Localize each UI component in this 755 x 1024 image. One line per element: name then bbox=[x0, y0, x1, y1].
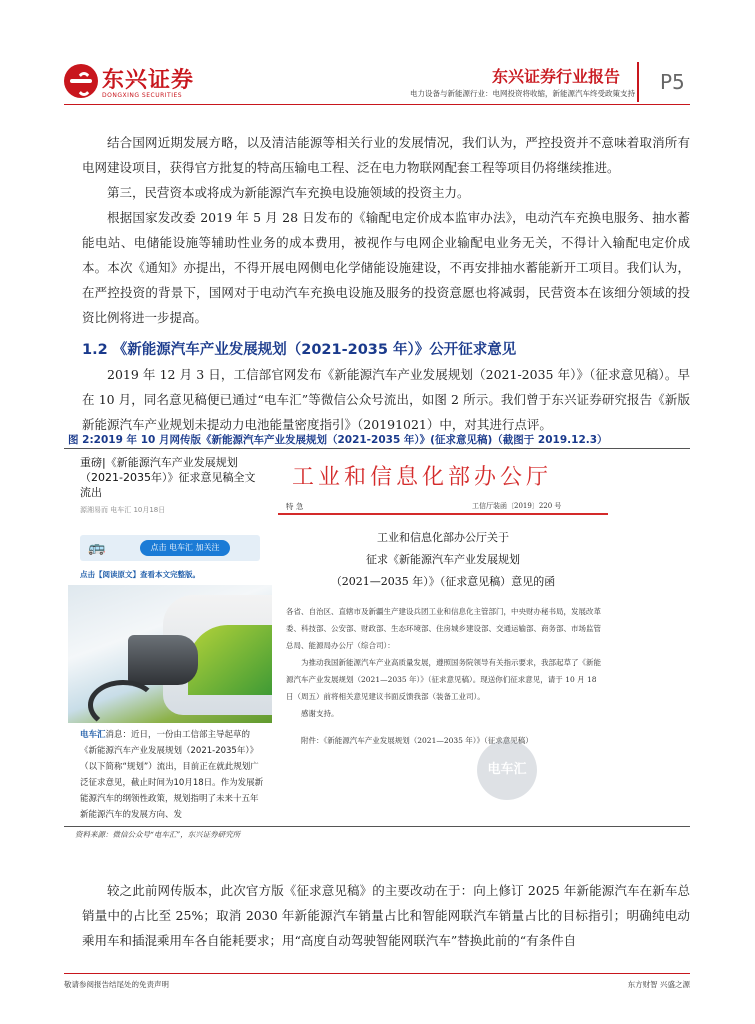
footer-rule bbox=[64, 973, 690, 974]
charging-photo bbox=[68, 585, 273, 723]
paragraph: 第三，民营资本或将成为新能源汽车充换电设施领域的投资主力。 bbox=[107, 185, 470, 200]
section-title: 1.2 《新能源汽车产业发展规划（2021-2035 年）》公开征求意见 bbox=[82, 342, 517, 358]
letter-thanks: 感谢支持。 bbox=[301, 709, 339, 718]
letter-recipients: 各省、自治区、直辖市及新疆生产建设兵团工业和信息化主管部门，中央财办秘书局，发展改革委、科技部、公安部、财政部、生态环境部、住房城乡建设部、交通运输部、商务部、市场监管总局、能源局办公厅（综合司）： bbox=[286, 607, 601, 650]
figure-bottom-rule bbox=[64, 826, 690, 827]
figure-top-rule bbox=[64, 448, 690, 449]
article-source-lead: 电车汇 bbox=[80, 730, 106, 740]
article-title: 重磅|《新能源汽车产业发展规划（2021-2035年）》征求意见稿全文流出 bbox=[80, 456, 256, 499]
official-letter-screenshot bbox=[272, 455, 614, 823]
header-divider bbox=[637, 62, 639, 102]
letter-content: 为推动我国新能源汽车产业高质量发展，遵照国务院领导有关指示要求，我部起草了《新能源汽车产业发展规划（2021—2035 年）》（征求意见稿）。现送你们征求意见，请于 10 月 18 日（周五）前将相关意见建议书面反馈我部（装备工业司）。 bbox=[286, 658, 601, 701]
letter-header: 工业和信息化部办公厅 bbox=[292, 465, 553, 490]
bus-icon: 🚌 bbox=[88, 540, 106, 556]
figure-caption: 图 2:2019 年 10 月网传版《新能源汽车产业发展规划（2021-2035 年）》(征求意见稿)（截图于 2019.12.3） bbox=[68, 434, 608, 446]
letter-attachment: 附件：《新能源汽车产业发展规划（2021—2035 年）》（征求意见稿） bbox=[301, 736, 533, 745]
logo-icon bbox=[64, 64, 98, 98]
bus-stripe bbox=[188, 625, 273, 695]
wechat-article-screenshot bbox=[68, 455, 273, 823]
report-subtitle: 电力设备与新能源行业：电网投资将收缩，新能源汽车终受政策支持 bbox=[410, 89, 635, 98]
body-text-top bbox=[82, 130, 690, 330]
footer-disclaimer: 敬请参阅报告结尾处的免责声明 bbox=[64, 980, 169, 989]
page-number: P5 bbox=[660, 70, 685, 94]
read-original-link[interactable]: 点击【阅读原文】查看本文完整版。 bbox=[80, 570, 200, 579]
letter-body bbox=[286, 603, 606, 749]
urgency-label: 特 急 bbox=[286, 502, 304, 511]
article-meta: 源湘易而 电车汇 10月18日 bbox=[80, 506, 166, 514]
paragraph: 2019 年 12 月 3 日，工信部官网发布《新能源汽车产业发展规划（2021-2035 年）》（征求意见稿）。早在 10 月，同名意见稿便已通过“电车汇”等微信公众号流出，如图 2 所示。我们曾于东兴证券研究报告《新版新能源汽车产业规划未提动力电池能量密度指引》（20191021）中，对其进行点评。 bbox=[82, 367, 690, 432]
figure-source: 资料来源：微信公众号“电车汇”，东兴证券研究所 bbox=[75, 830, 241, 839]
body-text-bottom bbox=[82, 878, 690, 953]
article-body bbox=[80, 727, 265, 823]
paragraph: 较之此前网传版本，此次官方版《征求意见稿》的主要改动在于：向上修订 2025 年新能源汽车在新车总销量中的占比至 25%；取消 2030 年新能源汽车销量占比和智能网联汽车销量占比的目标指引；明确纯电动乘用车和插混乘用车各自能耗要求；用“高度自动驾驶智能网联汽车”替换此前的“有条件自 bbox=[82, 883, 690, 948]
footer-slogan: 东方财智 兴盛之源 bbox=[627, 980, 690, 989]
body-text-mid bbox=[82, 362, 690, 437]
letter-title-line2: 征求《新能源汽车产业发展规划 bbox=[366, 553, 520, 566]
paragraph: 结合国网近期发展方略，以及清洁能源等相关行业的发展情况，我们认为，严控投资并不意味着取消所有电网建设项目，获得官方批复的特高压输电工程、泛在电力物联网配套工程等项目仍将继续推进。 bbox=[82, 135, 690, 175]
letter-title-line3: （2021—2035 年）》（征求意见稿）意见的函 bbox=[330, 575, 556, 588]
logo-english: DONGXING SECURITIES bbox=[102, 92, 183, 99]
charging-cable bbox=[88, 680, 158, 730]
follow-button[interactable]: 点击 电车汇 加关注 bbox=[140, 540, 230, 556]
letter-title-line1: 工业和信息化部办公厅关于 bbox=[377, 531, 509, 544]
report-title: 东兴证券行业报告 bbox=[491, 67, 620, 86]
logo-text: 东兴证券 bbox=[102, 68, 195, 93]
charging-plug-icon bbox=[128, 635, 198, 685]
follow-banner[interactable] bbox=[80, 535, 260, 561]
paragraph: 根据国家发改委 2019 年 5 月 28 日发布的《输配电定价成本监审办法》，电动汽车充换电服务、抽水蓄能电站、电储能设施等辅助性业务的成本费用，被视作与电网企业输配电业务无关，不得计入输配电定价成本。本次《通知》亦提出，不得开展电网侧电化学储能设施建设，不再安排抽水蓄能新开工项目。我们认为，在严控投资的背景下，国网对于电动汽车充换电设施及服务的投资意愿也将减弱，民营资本在该细分领域的投资比例将进一步提高。 bbox=[82, 210, 690, 325]
letter-red-rule bbox=[278, 513, 608, 515]
watermark: 电车汇 bbox=[477, 740, 537, 800]
header-rule bbox=[64, 104, 690, 105]
article-body-text: 消息：近日，一份由工信部主导起草的《新能源汽车产业发展规划（2021-2035年）》（以下简称“规划”）流出，目前正在就此规划广泛征求意见，截止时间为10月18日。作为发展新能源汽车的纲领性政策，规划指明了未来十五年新能源汽车的发展方向、发 bbox=[80, 730, 264, 820]
document-number: 工信厅装函〔2019〕220 号 bbox=[472, 502, 562, 510]
